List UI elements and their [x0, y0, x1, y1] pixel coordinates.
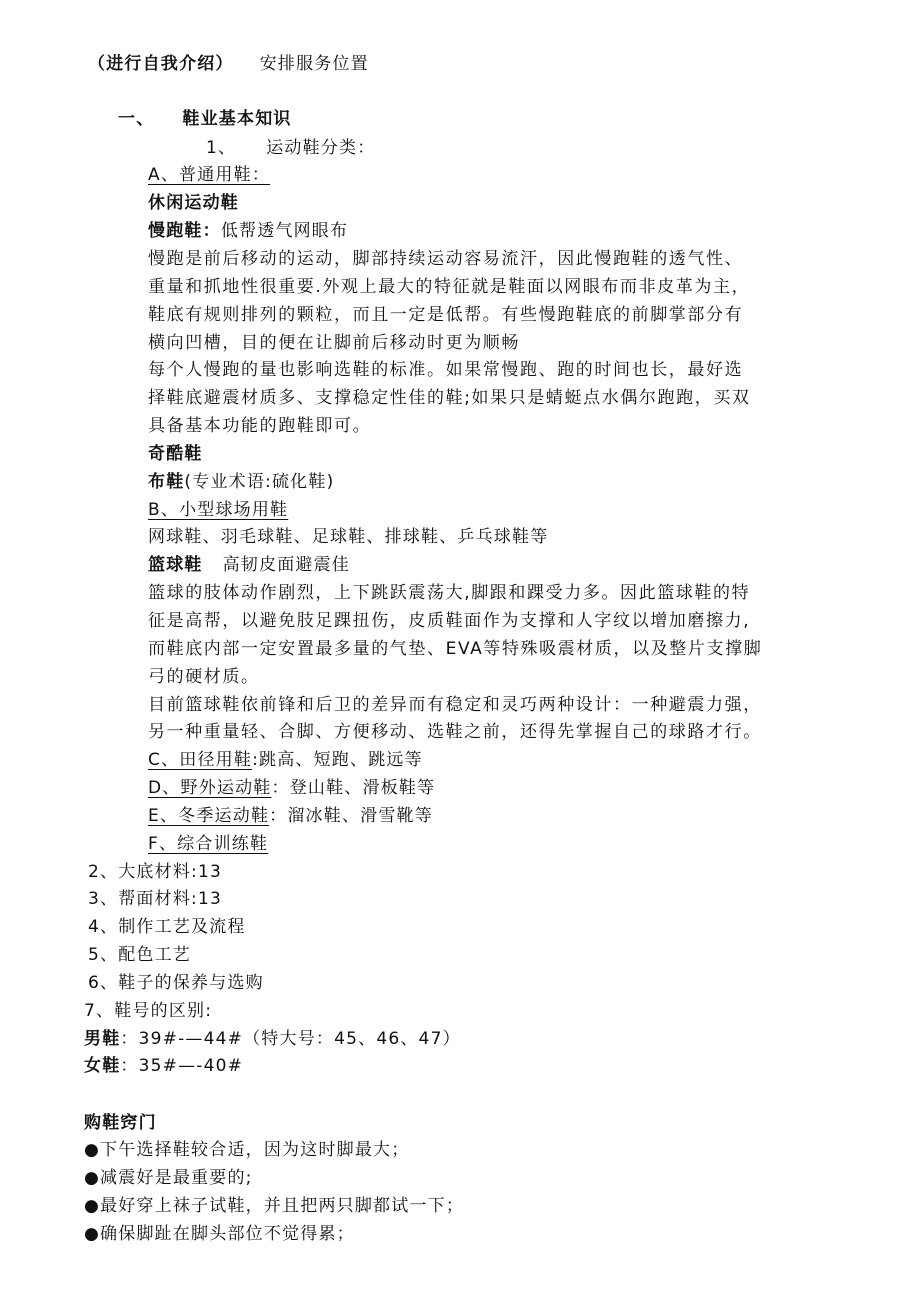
women-size: [84, 1055, 243, 1077]
section-heading: [118, 108, 292, 130]
basketball-heading: [148, 554, 350, 576]
paragraph-line: 篮球的肢体动作剧烈，上下跳跃震荡大,脚跟和踝受力多。因此篮球鞋的特: [148, 583, 751, 603]
cloth-title: 布鞋: [148, 472, 185, 492]
basketball-title: 篮球鞋: [148, 555, 203, 575]
paragraph-line: 弓的硬材质。: [148, 667, 260, 687]
category-d: [148, 777, 435, 799]
section-title: 鞋业基本知识: [182, 109, 292, 129]
bullet-icon: ●: [84, 1196, 101, 1216]
numbered-item: 5、配色工艺: [88, 945, 192, 965]
cloth-desc: (专业术语:硫化鞋): [184, 472, 335, 492]
tip-item: [84, 1167, 253, 1189]
paragraph-line: 而鞋底内部一定安置最多量的气垫、EVA等特殊吸震材质，以及整片支撑脚: [148, 639, 763, 659]
casual-heading: 休闲运动鞋: [148, 193, 239, 213]
paragraph-line: 具备基本功能的跑鞋即可。: [148, 416, 372, 436]
numbered-item: 2、大底材料:13: [88, 862, 222, 882]
tip-item: [84, 1223, 355, 1245]
women-value: ：35#—-40#: [120, 1056, 244, 1076]
intro-rest: 安排服务位置: [259, 54, 369, 74]
numbered-item: 4、制作工艺及流程: [88, 917, 246, 937]
category-c-label: C、田径用鞋: [148, 750, 253, 770]
men-label: 男鞋: [84, 1029, 121, 1049]
category-b: B、小型球场用鞋: [148, 500, 289, 520]
tip-text: 减震好是最重要的;: [100, 1168, 253, 1188]
intro-line: [88, 53, 369, 75]
paragraph-line: 重量和抓地性很重要.外观上最大的特征就是鞋面以网眼布而非皮革为主，: [148, 277, 751, 297]
category-e-label: E、冬季运动鞋: [148, 806, 270, 826]
paragraph-line: 鞋底有规则排列的颗粒，而且一定是低帮。有些慢跑鞋底的前脚掌部分有: [148, 305, 744, 325]
tip-text: 确保脚趾在脚头部位不觉得累；: [100, 1224, 355, 1244]
item1-title: 运动鞋分类：: [266, 138, 376, 158]
numbered-item: 6、鞋子的保养与选购: [88, 973, 264, 993]
paragraph-line: 择鞋底避震材质多、支撑稳定性佳的鞋;如果只是蜻蜓点水偶尔跑跑，买双: [148, 388, 751, 408]
category-d-label: D、野外运动鞋: [148, 778, 272, 798]
jogging-heading: [148, 220, 348, 242]
tip-text: 最好穿上袜子试鞋，并且把两只脚都试一下；: [100, 1196, 465, 1216]
category-d-rest: ：登山鞋、滑板鞋等: [271, 778, 436, 798]
men-size: [84, 1028, 461, 1050]
item1-number: 1、: [206, 138, 237, 158]
bullet-icon: ●: [84, 1224, 101, 1244]
tip-item: [84, 1139, 409, 1161]
paragraph-line: 横向凹槽，目的便在让脚前后移动时更为顺畅: [148, 333, 520, 353]
tips-heading: 购鞋窍门: [84, 1113, 157, 1133]
cool-shoe-heading: 奇酷鞋: [148, 444, 203, 464]
section-number: 一、: [118, 109, 155, 129]
paragraph-line: 目前篮球鞋依前锋和后卫的差异而有稳定和灵巧两种设计：一种避震力强，: [148, 695, 762, 715]
cloth-shoe-heading: [148, 471, 334, 493]
paragraph-line: 征是高帮，以避免肢足踝扭伤，皮质鞋面作为支撑和人字纹以增加磨擦力,: [148, 611, 751, 631]
jogging-desc: 低帮透气网眼布: [220, 221, 349, 241]
category-f: F、综合训练鞋: [148, 834, 269, 854]
basketball-desc: 高韧皮面避震佳: [222, 555, 351, 575]
item1-heading: [206, 137, 375, 159]
category-b-list: 网球鞋、羽毛球鞋、足球鞋、排球鞋、乒乓球鞋等: [148, 527, 549, 547]
tip-text: 下午选择鞋较合适，因为这时脚最大；: [100, 1140, 410, 1160]
tip-item: [84, 1195, 464, 1217]
women-label: 女鞋: [84, 1056, 121, 1076]
item7-heading: 7、鞋号的区别:: [84, 1001, 213, 1021]
jogging-title: 慢跑鞋：: [148, 221, 221, 241]
category-c-rest: :跳高、短跑、跳远等: [252, 750, 423, 770]
category-a: A、普通用鞋：: [148, 165, 271, 185]
category-e-rest: ：溜冰鞋、滑雪靴等: [269, 806, 433, 826]
paragraph-line: 每个人慢跑的量也影响选鞋的标准。如果常慢跑、跑的时间也长，最好选: [148, 360, 744, 380]
paragraph-line: 慢跑是前后移动的运动，脚部持续运动容易流汗，因此慢跑鞋的透气性、: [148, 249, 744, 269]
paragraph-line: 另一种重量轻、合脚、方便移动、选鞋之前，还得先掌握自己的球路才行。: [148, 722, 762, 742]
category-c: [148, 749, 423, 771]
bullet-icon: ●: [84, 1168, 101, 1188]
intro-bold: （进行自我介绍）: [88, 54, 234, 74]
category-e: [148, 805, 433, 827]
men-value: ：39#-—44#（特大号：45、46、47）: [120, 1029, 461, 1049]
numbered-item: 3、帮面材料:13: [88, 889, 222, 909]
bullet-icon: ●: [84, 1140, 101, 1160]
